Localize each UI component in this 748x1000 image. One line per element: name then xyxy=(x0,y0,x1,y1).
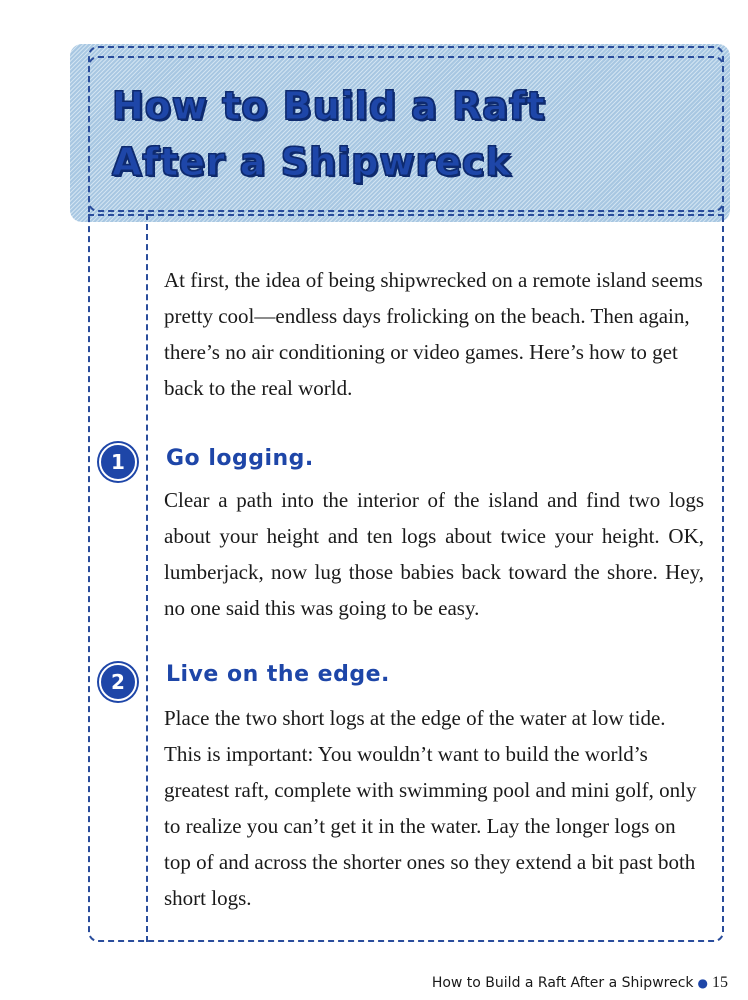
step-2-number-badge: 2 xyxy=(99,663,137,701)
page-title-line-2: After a Shipwreck xyxy=(112,140,512,184)
bullet-icon: ● xyxy=(697,976,708,990)
step-1-heading: Go logging. xyxy=(166,446,314,471)
page-title xyxy=(112,78,546,190)
step-2-body: Place the two short logs at the edge of the water at low tide. This is important: You wouldn’t want to build the world’s greatest raft, complete with swimming pool and mini golf, only to realize you can’t get it in the water. Lay the longer logs on top of and across the shorter ones so they extend a bit past both short logs. xyxy=(164,706,697,910)
intro-paragraph: At first, the idea of being shipwrecked on a remote island seems pretty cool—endless days frolicking on the beach. Then again, there’s no air conditioning or video games. Here’s how to get back to the real world. xyxy=(164,268,703,400)
step-2-heading: Live on the edge. xyxy=(166,662,390,687)
step-1-number-badge: 1 xyxy=(99,443,137,481)
step-1-body: Clear a path into the interior of the island and find two logs about your height and ten logs about twice your height. OK, lumberjack, now lug those babies back toward the shore. Hey, no one said this was going to be easy. xyxy=(164,488,704,620)
running-title: How to Build a Raft After a Shipwreck xyxy=(431,975,694,991)
title-divider xyxy=(88,214,724,216)
margin-rule xyxy=(146,214,148,942)
page-title-line-1: How to Build a Raft xyxy=(112,84,546,128)
page-number: 15 xyxy=(712,974,728,991)
page-footer xyxy=(432,974,728,992)
